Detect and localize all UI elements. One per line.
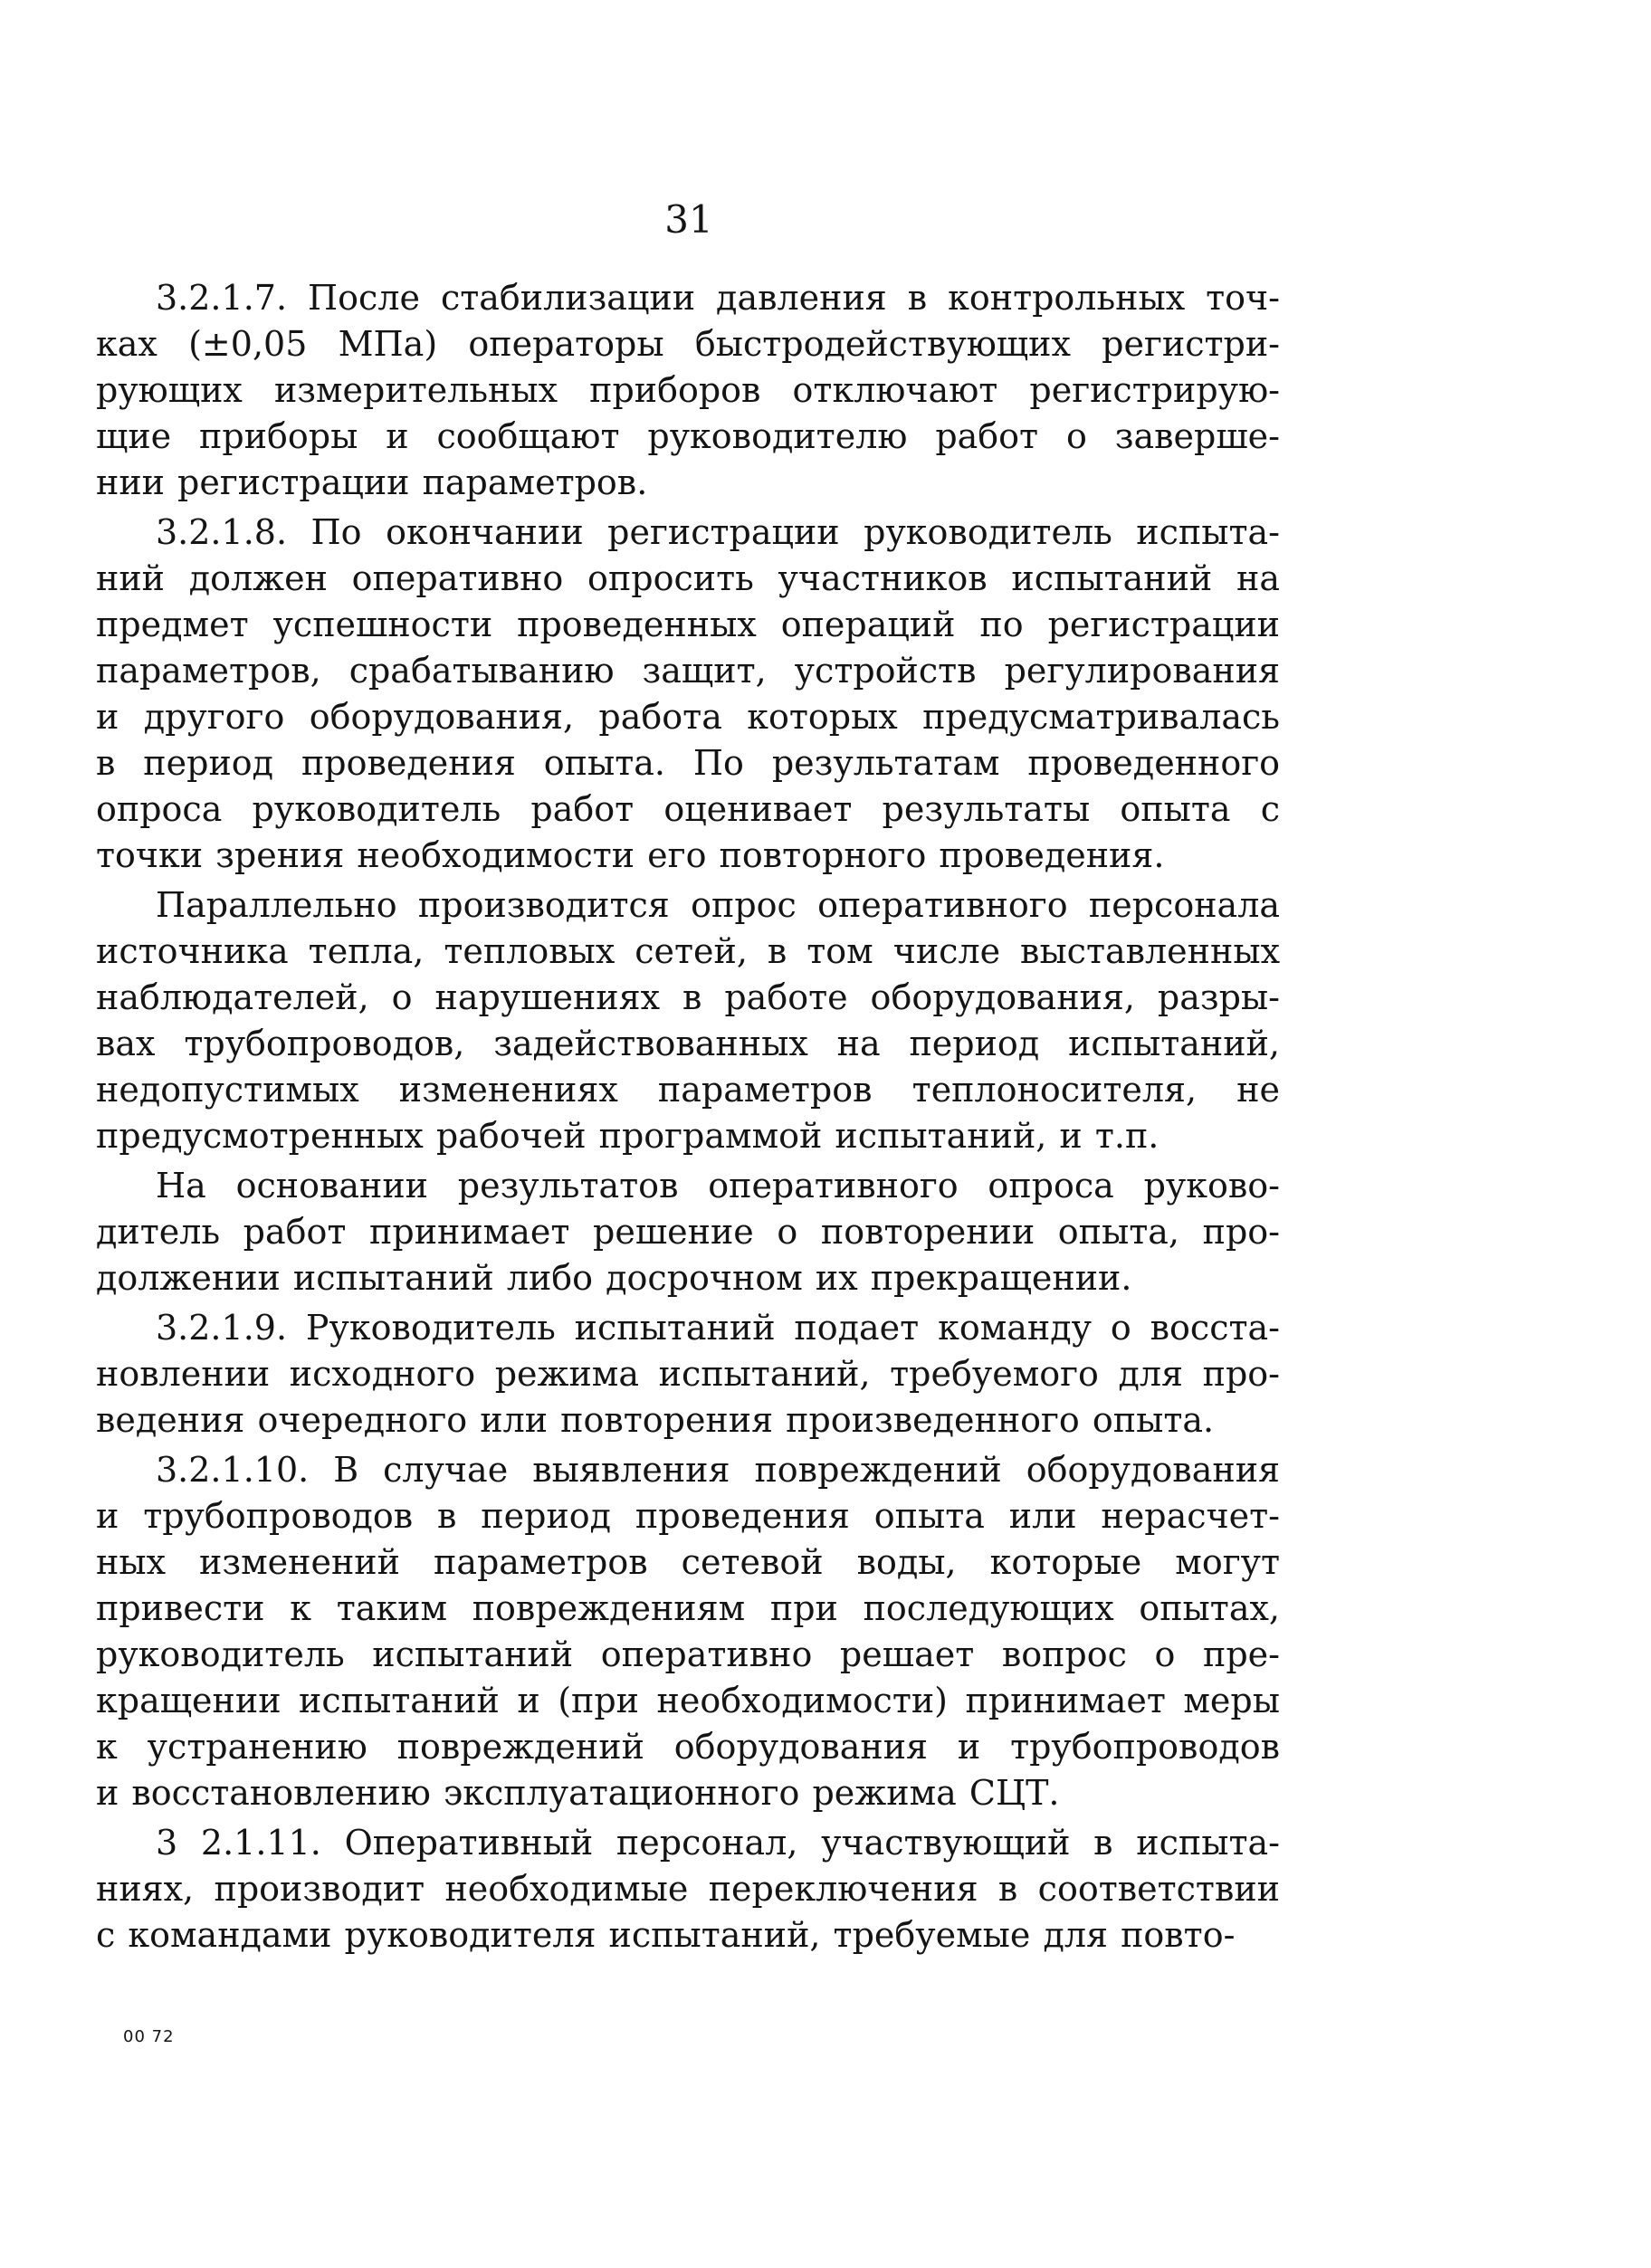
text-line: опроса руководитель работ оценивает результаты опыта с xyxy=(96,789,1280,829)
paragraph xyxy=(96,1820,1280,1958)
text-line: предусмотренных рабочей программой испытаний, и т.п. xyxy=(96,1116,1160,1156)
text-line: 3.2.1.9. Руководитель испытаний подает команду о восста- xyxy=(156,1308,1280,1348)
text-line: ках (±0,05 МПа) операторы быстродействующих регистри- xyxy=(96,324,1280,364)
text-line: рующих измерительных приборов отключают регистрирую- xyxy=(96,370,1280,410)
text-line: На основании результатов оперативного опроса руково- xyxy=(156,1166,1280,1205)
text-line: дитель работ принимает решение о повторении опыта, про- xyxy=(96,1212,1280,1252)
text-line: и другого оборудования, работа которых предусматривалась xyxy=(96,697,1280,737)
text-line: Параллельно производится опрос оперативного персонала xyxy=(156,885,1280,925)
text-line: и восстановлению эксплуатационного режима СЦТ. xyxy=(96,1773,1060,1813)
text-line: привести к таким повреждениям при последующих опытах, xyxy=(96,1588,1280,1628)
text-line: недопустимых изменениях параметров теплоносителя, не xyxy=(96,1070,1280,1110)
text-line: ных изменений параметров сетевой воды, которые могут xyxy=(96,1542,1280,1582)
text-line: к устранению повреждений оборудования и трубопроводов xyxy=(96,1727,1280,1767)
text-line: должении испытаний либо досрочном их прекращении. xyxy=(96,1258,1132,1298)
text-line: нии регистрации параметров. xyxy=(96,462,648,502)
text-line: ниях, производит необходимые переключения в соответствии xyxy=(96,1869,1280,1909)
body-text xyxy=(96,275,1280,1958)
text-line: точки зрения необходимости его повторного проведения. xyxy=(96,835,1165,875)
text-line: наблюдателей, о нарушениях в работе оборудования, разры- xyxy=(96,977,1280,1017)
text-line: 3.2.1.7. После стабилизации давления в контрольных точ- xyxy=(156,278,1280,318)
text-line: 3.2.1.8. По окончании регистрации руководитель испыта- xyxy=(156,512,1280,552)
paragraph xyxy=(96,1305,1280,1444)
text-line: ний должен оперативно опросить участников испытаний на xyxy=(96,558,1280,598)
text-line: параметров, срабатыванию защит, устройств регулирования xyxy=(96,651,1280,691)
text-line: 3.2.1.10. В случае выявления повреждений оборудования xyxy=(156,1450,1280,1490)
text-line: кращении испытаний и (при необходимости) принимает меры xyxy=(96,1681,1280,1720)
paragraph xyxy=(96,1163,1280,1301)
text-line: щие приборы и сообщают руководителю работ о заверше- xyxy=(96,416,1280,456)
text-line: новлении исходного режима испытаний, требуемого для про- xyxy=(96,1354,1280,1394)
paragraph xyxy=(96,275,1280,506)
text-line: с командами руководителя испытаний, требуемые для повто- xyxy=(96,1915,1236,1955)
text-line: вах трубопроводов, задействованных на период испытаний, xyxy=(96,1024,1280,1063)
paragraph xyxy=(96,510,1280,879)
text-line: предмет успешности проведенных операций по регистрации xyxy=(96,605,1280,644)
text-line: и трубопроводов в период проведения опыта или нерасчет- xyxy=(96,1496,1280,1536)
paragraph xyxy=(96,1447,1280,1816)
text-line: источника тепла, тепловых сетей, в том числе выставленных xyxy=(96,931,1280,971)
paragraph xyxy=(96,882,1280,1159)
text-line: 3 2.1.11. Оперативный персонал, участвующий в испыта- xyxy=(156,1823,1280,1863)
footer-code: 00 72 xyxy=(123,2027,175,2046)
text-line: ведения очередного или повторения произведенного опыта. xyxy=(96,1400,1215,1440)
text-line: руководитель испытаний оперативно решает вопрос о пре- xyxy=(96,1634,1280,1674)
page-number: 31 xyxy=(664,197,713,242)
text-line: в период проведения опыта. По результатам проведенного xyxy=(96,743,1280,783)
